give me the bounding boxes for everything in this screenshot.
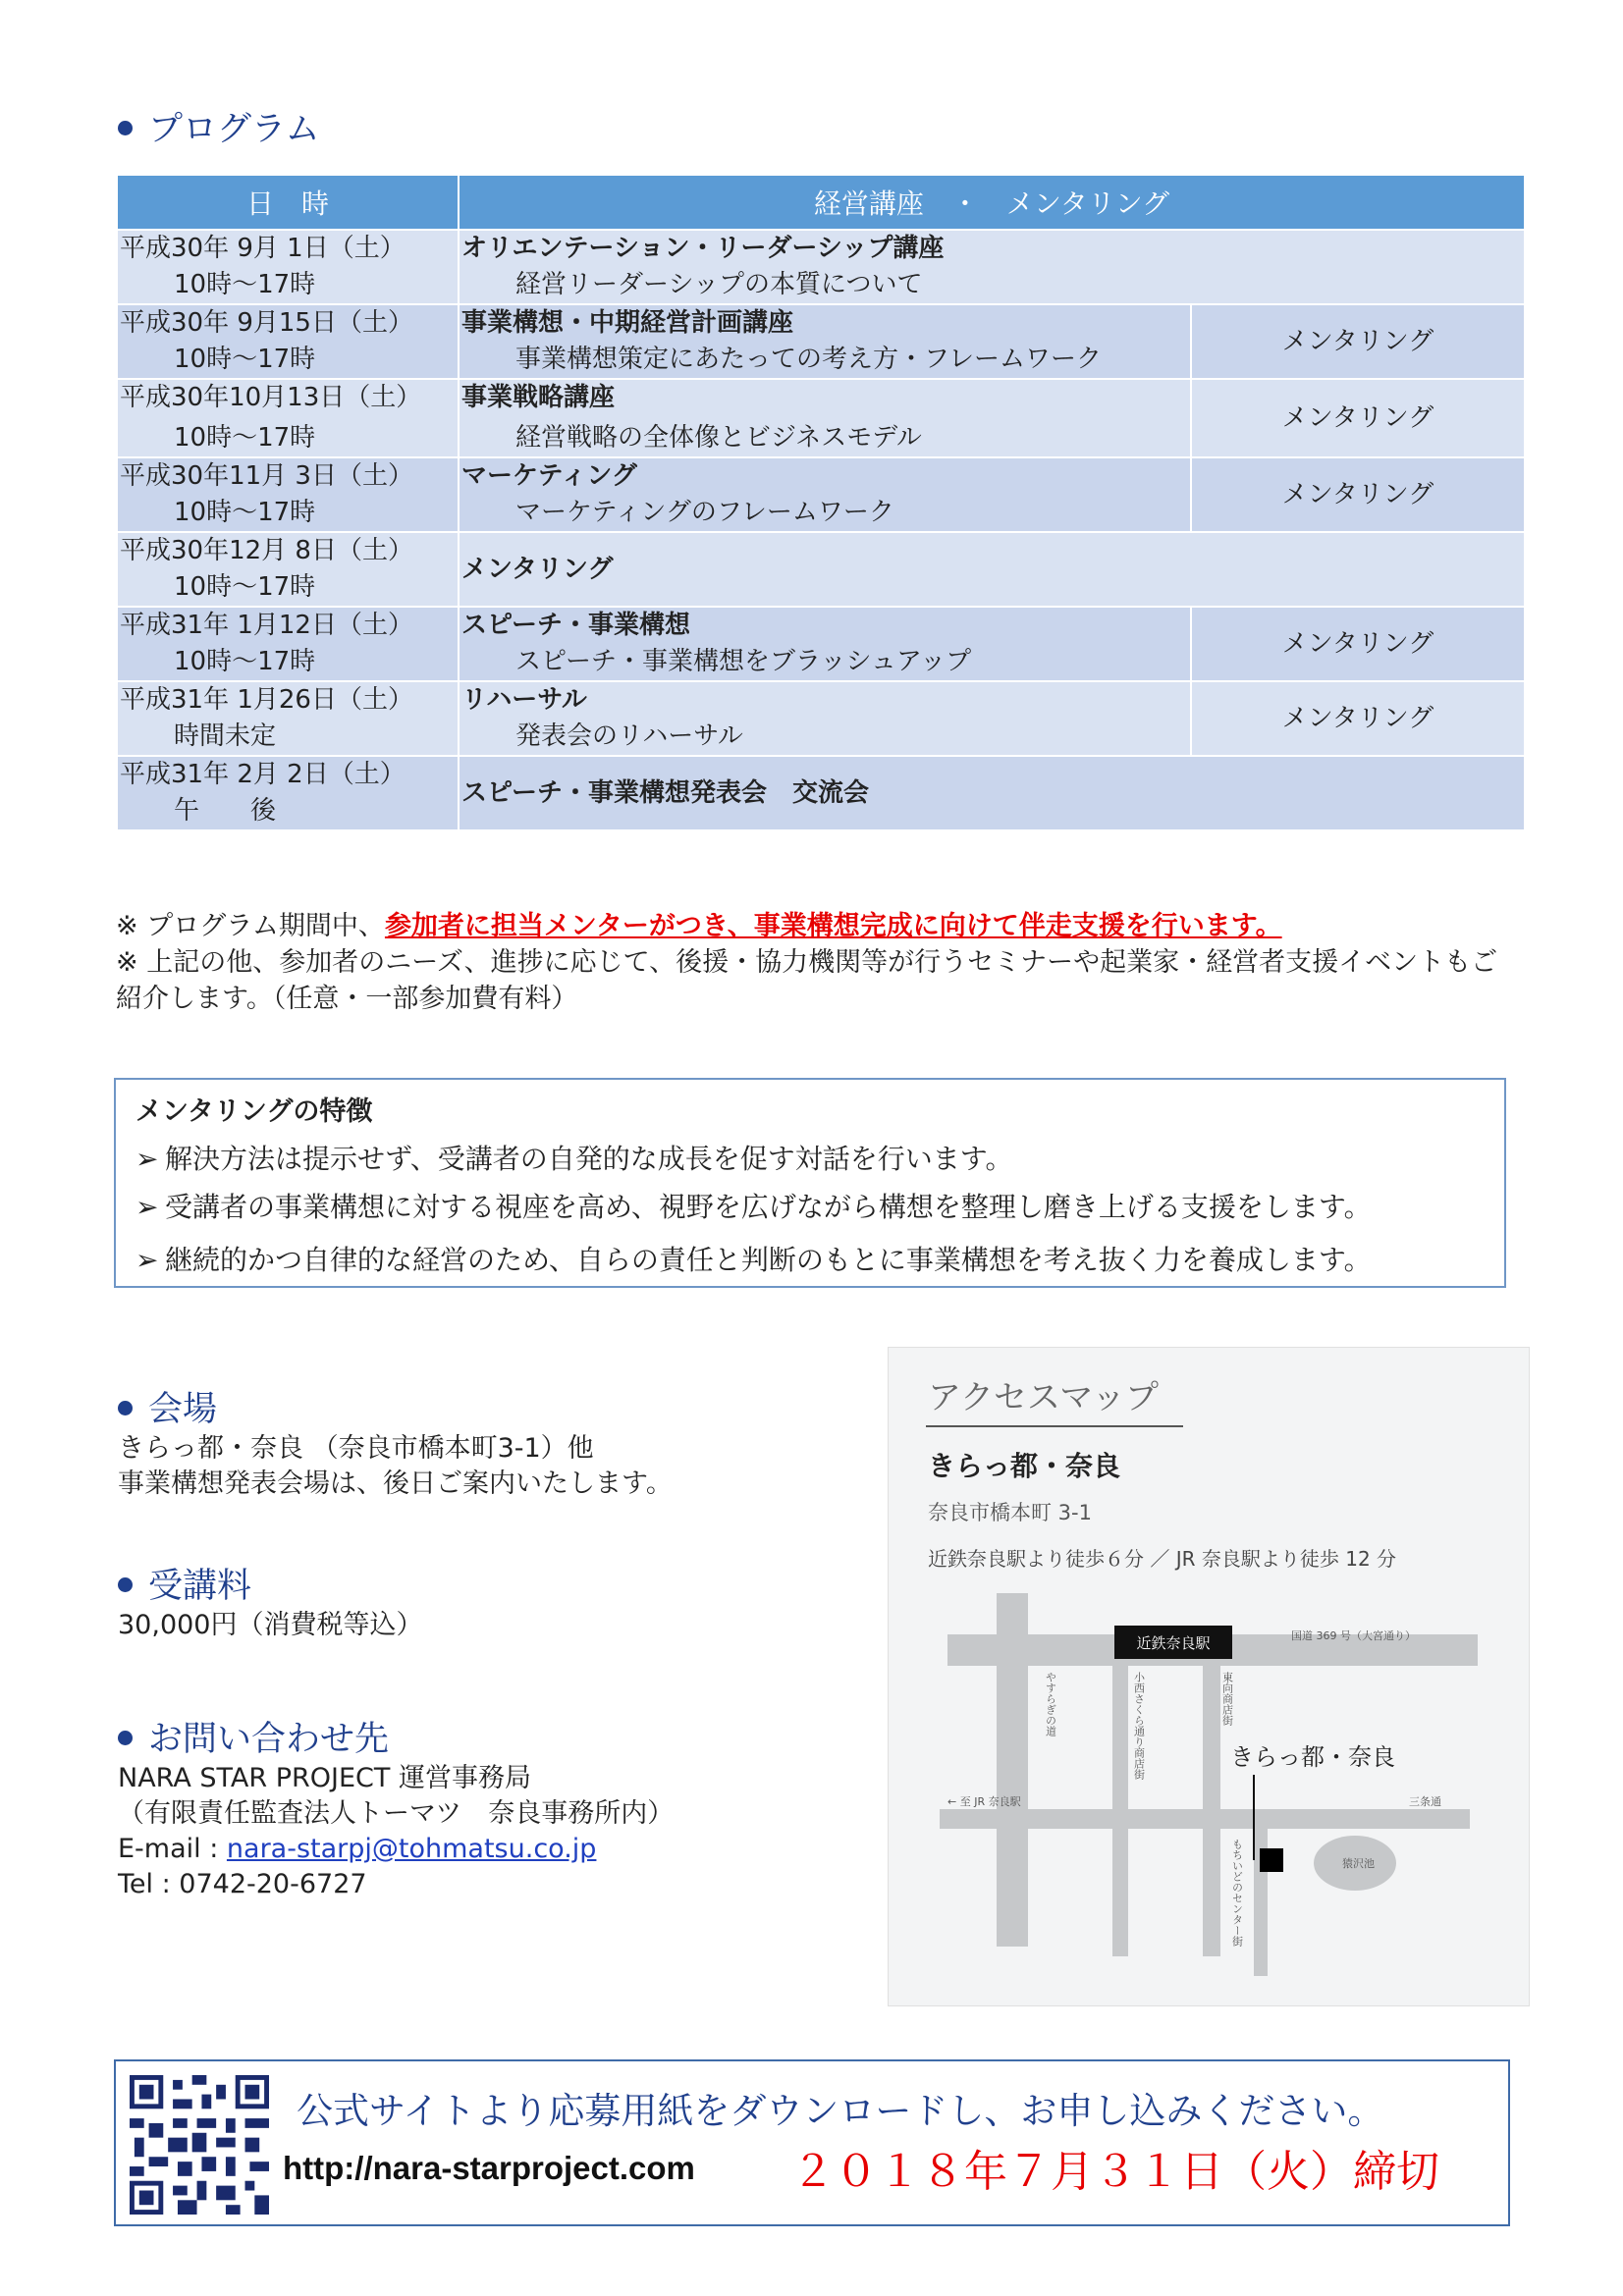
venue-heading: 会場 [118,1382,673,1431]
row-course-cell: メンタリング [459,532,1525,607]
contact-tel: Tel : 0742-20-6727 [118,1869,367,1899]
row-mentor-cell: メンタリング [1191,681,1525,756]
contact-heading: お問い合わせ先 [118,1712,674,1761]
table-row [117,607,1525,681]
row-course-cell: オリエンテーション・リーダーシップ講座 経営リーダーシップの本質について [459,230,1525,304]
access-map [888,1347,1530,2006]
map-station-label: 近鉄奈良駅 [1136,1634,1211,1652]
table-header-row [117,175,1525,230]
bullet-icon [118,1731,133,1745]
qr-code-icon [130,2075,269,2215]
table-row [117,304,1525,379]
email-link[interactable]: nara-starpj@tohmatsu.co.jp [226,1834,597,1864]
row-date-cell: 平成30年10月13日（土） 10時～17時 [117,379,459,457]
table-row [117,457,1525,532]
bullet-icon [118,1401,133,1415]
row-mentor-cell: メンタリング [1191,607,1525,681]
row-date-cell: 平成30年12月 8日（土） 10時～17時 [117,532,459,607]
cta-deadline: ２０１８年７月３１日（火）締切 [791,2147,1439,2197]
row-date-cell: 平成30年 9月 1日（土） 10時～17時 [117,230,459,304]
map-road-left [997,1593,1028,1947]
map-road-bottom [940,1809,1470,1829]
map-marker [1260,1848,1283,1872]
row-date-cell: 平成31年 2月 2日（土） 午 後 [117,756,459,830]
map-directions: 近鉄奈良駅より徒歩６分 ／ JR 奈良駅より徒歩 12 分 [928,1547,1397,1571]
contact-section [118,1712,674,1902]
program-heading: プログラム [118,102,320,151]
map-road-right [1203,1642,1220,1956]
row-course-cell: マーケティング マーケティングのフレームワーク [459,457,1191,532]
cta-line: 公式サイトより応募用紙をダウンロードし、お申し込みください。 [297,2090,1384,2132]
bullet-icon [118,1577,133,1592]
application-box [114,2059,1510,2226]
venue-section [118,1382,673,1502]
map-title: アクセスマップ [928,1378,1159,1417]
venue-line-2: 事業構想発表会場は、後日ご案内いたします。 [118,1468,673,1499]
row-course-cell: 事業構想・中期経営計画講座 事業構想策定にあたっての考え方・フレームワーク [459,304,1191,379]
fee-section [118,1559,422,1643]
map-road-c-label: 東向商店街 [1220,1672,1234,1726]
row-mentor-cell: メンタリング [1191,304,1525,379]
venue-line-1: きらっ都・奈良 （奈良市橋本町3-1）他 [118,1433,594,1464]
map-road-f-label: もちいどのセンター街 [1230,1839,1244,1947]
map-road-b-label: 小西さくら通り商店街 [1132,1672,1146,1780]
header-course: 経営講座 ・ メンタリング [459,175,1525,230]
arrow-bullet-icon: ➢ [135,1244,159,1276]
contact-org-2: （有限責任監査法人トーマツ 奈良事務所内） [118,1798,675,1829]
table-row [117,681,1525,756]
map-svg [889,1348,1529,2005]
row-date-cell: 平成31年 1月26日（土） 時間未定 [117,681,459,756]
row-course-cell: スピーチ・事業構想発表会 交流会 [459,756,1525,830]
row-course-cell: リハーサル 発表会のリハーサル [459,681,1191,756]
note-2: ※ 上記の他、参加者のニーズ、進捗に応じて、後援・協力機関等が行うセミナーや起業家・経営者支援イベントもご紹介します。（任意・一部参加費有料） [116,947,1498,1014]
program-notes [116,908,1510,1017]
row-mentor-cell: メンタリング [1191,457,1525,532]
cta-url[interactable]: http://nara-starproject.com [283,2150,695,2186]
row-date-cell: 平成30年11月 3日（土） 10時～17時 [117,457,459,532]
program-table [116,174,1526,831]
map-marker-label: きらっ都・奈良 [1230,1743,1395,1771]
map-road-e-label: 三条通 [1409,1795,1441,1808]
fee-line: 30,000円（消費税等込） [118,1610,423,1640]
table-row [117,756,1525,830]
list-item: ➢ 継続的かつ自律的な経営のため、自らの責任と判断のもとに事業構想を考え抜く力を養成します。 [135,1234,1485,1287]
map-pond-label: 猿沢池 [1342,1857,1375,1870]
table-row [117,230,1525,304]
map-place-name: きらっ都・奈良 [928,1450,1121,1482]
list-item: ➢ 解決方法は提示せず、受講者の自発的な成長を促す対話を行います。 [135,1138,1485,1181]
row-date-cell: 平成30年 9月15日（土） 10時～17時 [117,304,459,379]
map-address: 奈良市橋本町 3-1 [928,1501,1092,1524]
map-road-top-label: 国道 369 号（大宮通り） [1291,1629,1416,1642]
map-road-mid [1112,1642,1128,1956]
arrow-bullet-icon: ➢ [135,1191,159,1223]
note-1: ※ プログラム期間中、参加者に担当メンターがつき、事業構想完成に向けて伴走支援を行います。 [116,911,1282,941]
header-date: 日 時 [117,175,459,230]
map-road-a-label: やすらぎの道 [1044,1672,1057,1736]
map-road-d-label: ← 至 JR 奈良駅 [947,1795,1021,1808]
contact-email: E-mail : nara-starpj@tohmatsu.co.jp [118,1834,597,1864]
table-row [117,379,1525,457]
list-item: ➢ 受講者の事業構想に対する視座を高め、視野を広げながら構想を整理し磨き上げる支援をします。 [135,1181,1485,1234]
features-title: メンタリングの特徴 [135,1096,373,1127]
arrow-bullet-icon: ➢ [135,1143,159,1175]
table-row [117,532,1525,607]
row-course-cell: 事業戦略講座 経営戦略の全体像とビジネスモデル [459,379,1191,457]
bullet-icon [118,121,133,135]
row-date-cell: 平成31年 1月12日（土） 10時～17時 [117,607,459,681]
note-highlight: 参加者に担当メンターがつき、事業構想完成に向けて伴走支援を行います。 [384,911,1282,941]
fee-heading: 受講料 [118,1559,422,1608]
row-mentor-cell: メンタリング [1191,379,1525,457]
contact-org: NARA STAR PROJECT 運営事務局 [118,1763,531,1793]
row-course-cell: スピーチ・事業構想 スピーチ・事業構想をブラッシュアップ [459,607,1191,681]
mentoring-features-box [114,1078,1506,1288]
